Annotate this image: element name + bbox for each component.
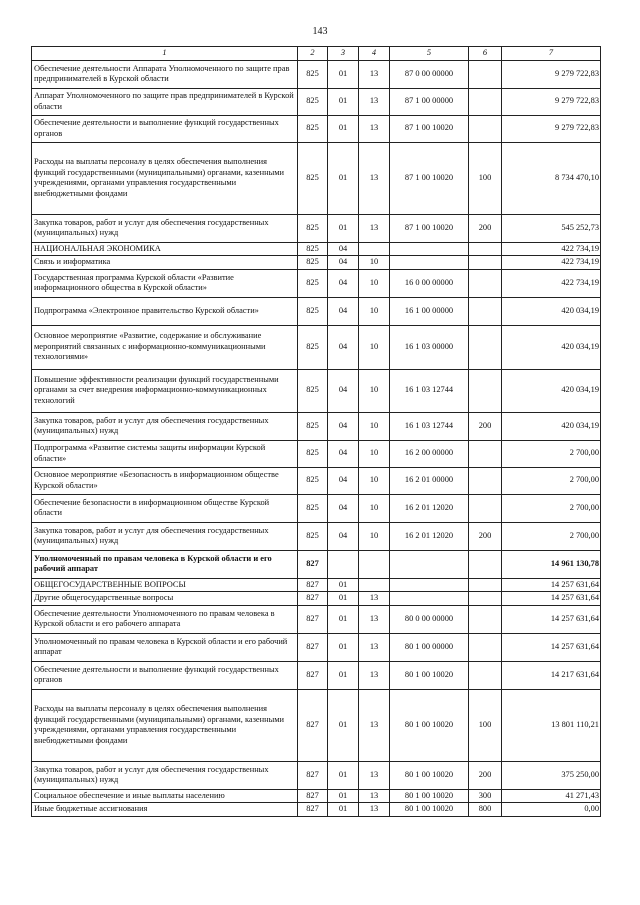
table-row [32, 789, 601, 803]
table-row [32, 142, 601, 214]
code-subsection-cell: 13 [359, 115, 390, 142]
table-row [32, 115, 601, 142]
code-admin-cell: 825 [298, 115, 328, 142]
code-subsection-cell: 13 [359, 689, 390, 761]
code-section-cell: 04 [328, 467, 359, 494]
item-name-cell: Связь и информатика [32, 256, 298, 270]
expense-type-cell [469, 369, 502, 412]
code-section-cell: 04 [328, 325, 359, 369]
target-article-cell: 16 1 00 00000 [390, 297, 469, 325]
target-article-cell: 16 2 01 12020 [390, 522, 469, 550]
target-article-cell: 16 0 00 00000 [390, 269, 469, 297]
code-subsection-cell: 10 [359, 494, 390, 522]
header-cell: 7 [502, 47, 601, 61]
target-article-cell: 87 1 00 10020 [390, 214, 469, 242]
item-name-cell: Закупка товаров, работ и услуг для обеспечения государственных (муниципальных) нужд [32, 214, 298, 242]
table-row [32, 605, 601, 633]
target-article-cell: 80 1 00 10020 [390, 761, 469, 789]
header-cell: 3 [328, 47, 359, 61]
expense-type-cell [469, 115, 502, 142]
target-article-cell: 87 1 00 10020 [390, 142, 469, 214]
target-article-cell: 16 1 03 00000 [390, 325, 469, 369]
item-name-cell: НАЦИОНАЛЬНАЯ ЭКОНОМИКА [32, 242, 298, 256]
code-subsection-cell: 13 [359, 142, 390, 214]
table-row [32, 242, 601, 256]
item-name-cell: Уполномоченный по правам человека в Курской области и его рабочий аппарат [32, 633, 298, 661]
code-admin-cell: 827 [298, 550, 328, 578]
code-subsection-cell: 10 [359, 325, 390, 369]
target-article-cell [390, 256, 469, 270]
target-article-cell: 80 1 00 00000 [390, 633, 469, 661]
table-row [32, 661, 601, 689]
expense-type-cell: 100 [469, 689, 502, 761]
page-number: 143 [312, 26, 328, 37]
amount-cell: 41 271,43 [502, 789, 601, 803]
code-subsection-cell: 13 [359, 803, 390, 817]
code-subsection-cell: 10 [359, 522, 390, 550]
target-article-cell: 16 2 01 00000 [390, 467, 469, 494]
amount-cell: 13 801 110,21 [502, 689, 601, 761]
table-row [32, 297, 601, 325]
target-article-cell: 16 2 01 12020 [390, 494, 469, 522]
code-subsection-cell: 10 [359, 297, 390, 325]
amount-cell: 0,00 [502, 803, 601, 817]
code-subsection-cell: 10 [359, 256, 390, 270]
item-name-cell: Иные бюджетные ассигнования [32, 803, 298, 817]
code-section-cell: 01 [328, 592, 359, 606]
item-name-cell: Уполномоченный по правам человека в Курской области и его рабочий аппарат [32, 550, 298, 578]
table-row [32, 412, 601, 440]
expense-type-cell [469, 440, 502, 467]
amount-cell: 9 279 722,83 [502, 88, 601, 115]
code-section-cell: 04 [328, 242, 359, 256]
target-article-cell: 16 2 00 00000 [390, 440, 469, 467]
item-name-cell: Подпрограмма «Электронное правительство Курской области» [32, 297, 298, 325]
table-row [32, 578, 601, 592]
code-admin-cell: 827 [298, 578, 328, 592]
target-article-cell [390, 592, 469, 606]
item-name-cell: Обеспечение деятельности и выполнение функций государственных органов [32, 115, 298, 142]
expense-type-cell [469, 60, 502, 88]
expense-type-cell [469, 494, 502, 522]
expense-type-cell: 200 [469, 761, 502, 789]
item-name-cell: Повышение эффективности реализации функций государственными органами за счет внедрения информационно-коммуникационных технологий [32, 369, 298, 412]
amount-cell: 422 734,19 [502, 269, 601, 297]
amount-cell: 2 700,00 [502, 494, 601, 522]
code-section-cell: 01 [328, 803, 359, 817]
code-subsection-cell: 10 [359, 269, 390, 297]
table-row [32, 325, 601, 369]
code-subsection-cell: 13 [359, 633, 390, 661]
code-admin-cell: 827 [298, 592, 328, 606]
code-admin-cell: 825 [298, 60, 328, 88]
expense-type-cell [469, 88, 502, 115]
code-admin-cell: 825 [298, 522, 328, 550]
header-cell: 4 [359, 47, 390, 61]
item-name-cell: Закупка товаров, работ и услуг для обеспечения государственных (муниципальных) нужд [32, 761, 298, 789]
code-admin-cell: 827 [298, 803, 328, 817]
code-section-cell: 01 [328, 761, 359, 789]
target-article-cell: 80 1 00 10020 [390, 803, 469, 817]
code-admin-cell: 825 [298, 142, 328, 214]
expense-type-cell: 200 [469, 522, 502, 550]
expense-type-cell: 200 [469, 412, 502, 440]
code-section-cell: 01 [328, 142, 359, 214]
code-subsection-cell: 13 [359, 214, 390, 242]
code-section-cell: 04 [328, 369, 359, 412]
code-section-cell: 01 [328, 789, 359, 803]
amount-cell: 14 961 130,78 [502, 550, 601, 578]
code-admin-cell: 827 [298, 633, 328, 661]
table-row [32, 689, 601, 761]
expense-type-cell: 200 [469, 214, 502, 242]
table-row [32, 633, 601, 661]
header-cell: 6 [469, 47, 502, 61]
code-subsection-cell: 13 [359, 88, 390, 115]
table-row [32, 550, 601, 578]
code-section-cell: 01 [328, 689, 359, 761]
amount-cell: 375 250,00 [502, 761, 601, 789]
amount-cell: 420 034,19 [502, 412, 601, 440]
target-article-cell: 87 1 00 10020 [390, 115, 469, 142]
code-admin-cell: 827 [298, 661, 328, 689]
code-admin-cell: 825 [298, 369, 328, 412]
item-name-cell: Основное мероприятие «Развитие, содержание и обслуживание мероприятий связанных с информационно-коммуникационными технологиями» [32, 325, 298, 369]
item-name-cell: Государственная программа Курской области «Развитие информационного общества в Курской области» [32, 269, 298, 297]
target-article-cell [390, 242, 469, 256]
table-row [32, 256, 601, 270]
item-name-cell: Закупка товаров, работ и услуг для обеспечения государственных (муниципальных) нужд [32, 412, 298, 440]
expense-type-cell [469, 578, 502, 592]
code-subsection-cell: 13 [359, 605, 390, 633]
item-name-cell: Обеспечение безопасности в информационном обществе Курской области [32, 494, 298, 522]
table-row [32, 803, 601, 817]
amount-cell: 14 257 631,64 [502, 605, 601, 633]
expense-type-cell [469, 325, 502, 369]
code-subsection-cell: 13 [359, 60, 390, 88]
amount-cell: 14 257 631,64 [502, 578, 601, 592]
amount-cell: 2 700,00 [502, 522, 601, 550]
target-article-cell [390, 578, 469, 592]
table-row [32, 467, 601, 494]
code-section-cell: 04 [328, 269, 359, 297]
expense-type-cell [469, 550, 502, 578]
code-admin-cell: 825 [298, 467, 328, 494]
code-section-cell: 01 [328, 60, 359, 88]
expense-type-cell [469, 269, 502, 297]
table-row [32, 522, 601, 550]
code-subsection-cell: 10 [359, 467, 390, 494]
item-name-cell: Обеспечение деятельности и выполнение функций государственных органов [32, 661, 298, 689]
code-admin-cell: 825 [298, 494, 328, 522]
budget-table [31, 46, 601, 817]
table-row [32, 440, 601, 467]
amount-cell: 2 700,00 [502, 467, 601, 494]
item-name-cell: Расходы на выплаты персоналу в целях обеспечения выполнения функций государственными (муниципальными) органами, казенными учреждениями, органами управления государственными внебюджетными фондами [32, 689, 298, 761]
code-admin-cell: 827 [298, 689, 328, 761]
code-section-cell: 01 [328, 633, 359, 661]
table-row [32, 269, 601, 297]
target-article-cell: 80 0 00 00000 [390, 605, 469, 633]
code-section-cell: 01 [328, 661, 359, 689]
table-row [32, 592, 601, 606]
item-name-cell: Социальное обеспечение и иные выплаты населению [32, 789, 298, 803]
amount-cell: 420 034,19 [502, 369, 601, 412]
expense-type-cell [469, 661, 502, 689]
item-name-cell: Расходы на выплаты персоналу в целях обеспечения выполнения функций государственными (муниципальными) органами, казенными учреждениями, органами управления государственными внебюджетными фондами [32, 142, 298, 214]
expense-type-cell [469, 242, 502, 256]
code-section-cell: 01 [328, 605, 359, 633]
code-admin-cell: 827 [298, 789, 328, 803]
code-section-cell: 01 [328, 115, 359, 142]
expense-type-cell: 800 [469, 803, 502, 817]
code-section-cell: 01 [328, 578, 359, 592]
code-subsection-cell: 13 [359, 789, 390, 803]
code-subsection-cell [359, 578, 390, 592]
code-section-cell: 04 [328, 412, 359, 440]
code-subsection-cell: 10 [359, 440, 390, 467]
expense-type-cell [469, 592, 502, 606]
target-article-cell: 80 1 00 10020 [390, 689, 469, 761]
code-admin-cell: 825 [298, 297, 328, 325]
item-name-cell: Другие общегосударственные вопросы [32, 592, 298, 606]
target-article-cell: 87 0 00 00000 [390, 60, 469, 88]
header-cell: 5 [390, 47, 469, 61]
amount-cell: 2 700,00 [502, 440, 601, 467]
code-section-cell: 04 [328, 522, 359, 550]
code-admin-cell: 825 [298, 269, 328, 297]
code-section-cell: 04 [328, 256, 359, 270]
amount-cell: 8 734 470,10 [502, 142, 601, 214]
table-row [32, 214, 601, 242]
item-name-cell: Основное мероприятие «Безопасность в информационном обществе Курской области» [32, 467, 298, 494]
code-admin-cell: 825 [298, 325, 328, 369]
code-subsection-cell: 13 [359, 592, 390, 606]
code-subsection-cell [359, 550, 390, 578]
expense-type-cell: 100 [469, 142, 502, 214]
code-admin-cell: 827 [298, 761, 328, 789]
table-row [32, 60, 601, 88]
code-admin-cell: 825 [298, 412, 328, 440]
amount-cell: 422 734,19 [502, 242, 601, 256]
item-name-cell: Подпрограмма «Развитие системы защиты информации Курской области» [32, 440, 298, 467]
table-row [32, 761, 601, 789]
code-section-cell: 01 [328, 88, 359, 115]
item-name-cell: ОБЩЕГОСУДАРСТВЕННЫЕ ВОПРОСЫ [32, 578, 298, 592]
item-name-cell: Обеспечение деятельности Аппарата Уполномоченного по защите прав предпринимателей в Курской области [32, 60, 298, 88]
code-subsection-cell: 13 [359, 661, 390, 689]
expense-type-cell [469, 605, 502, 633]
target-article-cell: 16 1 03 12744 [390, 412, 469, 440]
code-section-cell: 04 [328, 494, 359, 522]
target-article-cell [390, 550, 469, 578]
amount-cell: 422 734,19 [502, 256, 601, 270]
code-admin-cell: 825 [298, 242, 328, 256]
code-subsection-cell: 10 [359, 369, 390, 412]
code-admin-cell: 825 [298, 440, 328, 467]
amount-cell: 420 034,19 [502, 297, 601, 325]
target-article-cell: 80 1 00 10020 [390, 789, 469, 803]
table-header-row [32, 47, 601, 61]
amount-cell: 9 279 722,83 [502, 60, 601, 88]
table-row [32, 494, 601, 522]
amount-cell: 420 034,19 [502, 325, 601, 369]
code-section-cell: 01 [328, 214, 359, 242]
expense-type-cell: 300 [469, 789, 502, 803]
code-admin-cell: 825 [298, 256, 328, 270]
item-name-cell: Закупка товаров, работ и услуг для обеспечения государственных (муниципальных) нужд [32, 522, 298, 550]
target-article-cell: 16 1 03 12744 [390, 369, 469, 412]
expense-type-cell [469, 633, 502, 661]
code-subsection-cell: 13 [359, 761, 390, 789]
target-article-cell: 87 1 00 00000 [390, 88, 469, 115]
code-section-cell: 04 [328, 297, 359, 325]
item-name-cell: Обеспечение деятельности Уполномоченного по правам человека в Курской области и его рабочего аппарата [32, 605, 298, 633]
expense-type-cell [469, 256, 502, 270]
amount-cell: 14 217 631,64 [502, 661, 601, 689]
code-section-cell: 04 [328, 440, 359, 467]
code-subsection-cell [359, 242, 390, 256]
target-article-cell: 80 1 00 10020 [390, 661, 469, 689]
item-name-cell: Аппарат Уполномоченного по защите прав предпринимателей в Курской области [32, 88, 298, 115]
expense-type-cell [469, 297, 502, 325]
amount-cell: 545 252,73 [502, 214, 601, 242]
expense-type-cell [469, 467, 502, 494]
code-subsection-cell: 10 [359, 412, 390, 440]
amount-cell: 9 279 722,83 [502, 115, 601, 142]
table-row [32, 88, 601, 115]
code-admin-cell: 825 [298, 214, 328, 242]
header-cell: 1 [32, 47, 298, 61]
table-row [32, 369, 601, 412]
amount-cell: 14 257 631,64 [502, 592, 601, 606]
code-section-cell [328, 550, 359, 578]
header-cell: 2 [298, 47, 328, 61]
code-admin-cell: 825 [298, 88, 328, 115]
amount-cell: 14 257 631,64 [502, 633, 601, 661]
code-admin-cell: 827 [298, 605, 328, 633]
